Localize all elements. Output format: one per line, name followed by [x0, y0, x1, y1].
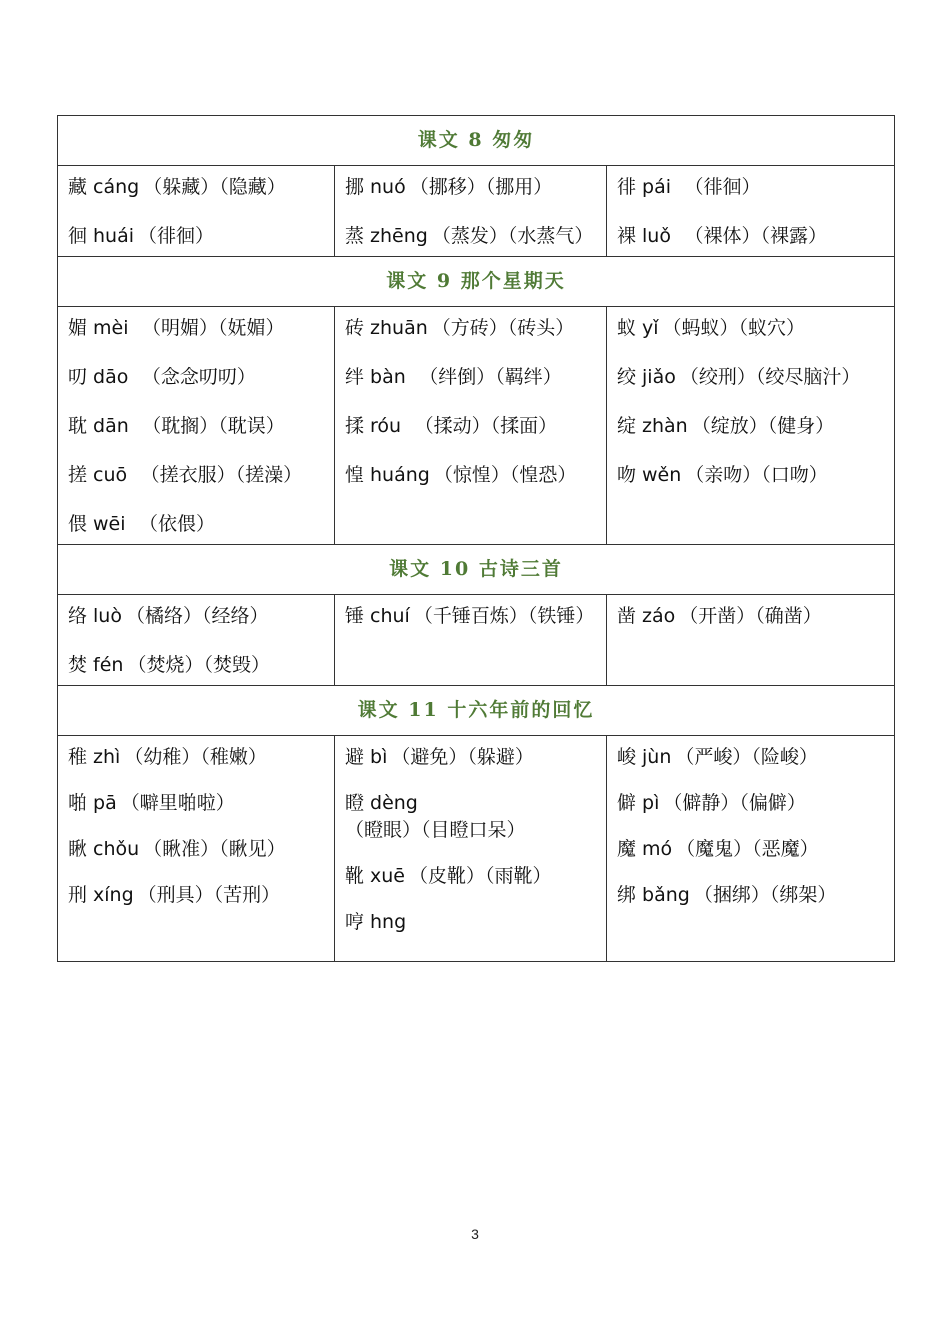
word-list: （焚烧）（焚毁） — [127, 654, 270, 676]
word-list: （明媚）（妩媚） — [132, 317, 285, 339]
pinyin: zhuān — [370, 317, 428, 339]
section-title: 课文 9 那个星期天 — [58, 257, 895, 307]
word-list: （捆绑）（绑架） — [693, 884, 837, 906]
pinyin: dāo — [93, 366, 129, 388]
vocab-entry — [617, 836, 888, 863]
vocab-cell — [335, 307, 607, 545]
pinyin: jiǎo — [642, 366, 676, 388]
character: 绞 — [617, 366, 637, 388]
vocab-entry — [617, 364, 888, 391]
vocab-entry — [617, 223, 888, 250]
vocab-cell — [58, 736, 335, 962]
character: 徊 — [68, 225, 88, 247]
pinyin: yǐ — [642, 317, 659, 339]
word-list: （幼稚）（稚嫩） — [124, 746, 267, 768]
pinyin: huáng — [370, 464, 430, 486]
vocab-entry — [345, 863, 600, 890]
word-list: （依偎） — [129, 513, 216, 535]
character: 揉 — [345, 415, 365, 437]
vocab-entry — [68, 652, 328, 679]
word-list: （瞪眼）（目瞪口呆） — [345, 819, 526, 841]
character: 络 — [68, 605, 88, 627]
vocab-cell — [335, 166, 607, 257]
word-list: （魔鬼）（恶魔） — [676, 838, 819, 860]
character: 藏 — [68, 176, 88, 198]
character: 媚 — [68, 317, 88, 339]
character: 锤 — [345, 605, 365, 627]
page-number: 3 — [471, 1226, 479, 1242]
vocab-entry — [345, 790, 600, 844]
word-list: （躲藏）（隐藏） — [143, 176, 286, 198]
vocabulary-table — [57, 115, 895, 962]
character: 焚 — [68, 654, 88, 676]
section-title: 课文 10 古诗三首 — [58, 545, 895, 595]
character: 偎 — [68, 513, 88, 535]
word-list: （徘徊） — [675, 176, 761, 198]
pinyin: pì — [642, 792, 660, 814]
pinyin: róu — [370, 415, 402, 437]
character: 僻 — [617, 792, 637, 814]
pinyin: zhì — [93, 746, 121, 768]
character: 啪 — [68, 792, 88, 814]
vocab-entry — [68, 603, 328, 630]
word-list: （方砖）（砖头） — [431, 317, 575, 339]
vocab-entry — [68, 744, 328, 771]
pinyin: bàn — [370, 366, 406, 388]
word-list: （绞刑）（绞尽脑汁） — [679, 366, 861, 388]
character: 峻 — [617, 746, 637, 768]
pinyin: hng — [370, 911, 407, 933]
word-list: （念念叨叨） — [132, 366, 256, 388]
character: 砖 — [345, 317, 365, 339]
word-list: （千锤百炼）（铁锤） — [413, 605, 595, 627]
pinyin: luò — [93, 605, 122, 627]
vocab-entry — [617, 462, 888, 489]
character: 稚 — [68, 746, 88, 768]
pinyin: nuó — [370, 176, 406, 198]
word-list: （搓衣服）（搓澡） — [131, 464, 303, 486]
pinyin: xuē — [370, 865, 405, 887]
word-list: （蚂蚁）（蚁穴） — [662, 317, 806, 339]
word-list: （僻静）（偏僻） — [663, 792, 806, 814]
vocab-cell — [607, 595, 895, 686]
vocab-cell — [607, 166, 895, 257]
vocab-entry — [68, 223, 328, 250]
vocab-entry — [617, 174, 888, 201]
pinyin: zhàn — [642, 415, 688, 437]
section-header-row — [58, 116, 895, 166]
character: 哼 — [345, 911, 365, 933]
word-list: （刑具）（苦刑） — [137, 884, 281, 906]
vocab-entry — [68, 315, 328, 342]
vocab-entry — [345, 315, 600, 342]
word-list: （亲吻）（口吻） — [685, 464, 828, 486]
word-list: （揉动）（揉面） — [405, 415, 558, 437]
word-list: （惊惶）（惶恐） — [433, 464, 577, 486]
character: 叨 — [68, 366, 88, 388]
character: 徘 — [617, 176, 637, 198]
pinyin: záo — [642, 605, 676, 627]
vocab-entry — [617, 315, 888, 342]
character: 绑 — [617, 884, 637, 906]
character: 裸 — [617, 225, 637, 247]
word-list: （皮靴）（雨靴） — [409, 865, 552, 887]
vocab-entry — [68, 790, 328, 817]
vocab-entry — [345, 462, 600, 489]
vocab-cell — [607, 307, 895, 545]
pinyin: xíng — [93, 884, 134, 906]
word-list: （耽搁）（耽误） — [132, 415, 285, 437]
vocab-entry — [68, 882, 328, 909]
vocab-cell — [335, 736, 607, 962]
pinyin: chǒu — [93, 838, 140, 860]
vocab-entry — [68, 462, 328, 489]
character: 瞪 — [345, 792, 365, 814]
vocab-entry — [345, 744, 600, 771]
section-title: 课文 11 十六年前的回忆 — [58, 686, 895, 736]
vocab-entry — [68, 511, 328, 538]
section-header-row — [58, 257, 895, 307]
word-list: （绊倒）（羁绊） — [409, 366, 562, 388]
section-body-row — [58, 736, 895, 962]
character: 蒸 — [345, 225, 365, 247]
vocab-cell — [58, 307, 335, 545]
pinyin: huái — [93, 225, 135, 247]
section-header-row — [58, 686, 895, 736]
pinyin: luǒ — [642, 225, 671, 247]
character: 蚁 — [617, 317, 637, 339]
section-title: 课文 8 匆匆 — [58, 116, 895, 166]
pinyin: pái — [642, 176, 671, 198]
vocab-entry — [345, 603, 600, 630]
pinyin: bì — [370, 746, 388, 768]
word-list: （徘徊） — [138, 225, 215, 247]
vocab-cell — [58, 166, 335, 257]
vocab-entry — [68, 174, 328, 201]
vocab-entry — [345, 413, 600, 440]
word-list: （挪移）（挪用） — [409, 176, 553, 198]
pinyin: chuí — [370, 605, 410, 627]
pinyin: cuō — [93, 464, 128, 486]
vocab-entry — [617, 603, 888, 630]
pinyin: dèng — [370, 792, 418, 814]
word-list: （避免）（躲避） — [391, 746, 534, 768]
pinyin: pā — [93, 792, 117, 814]
character: 靴 — [345, 865, 365, 887]
vocab-cell — [607, 736, 895, 962]
vocab-cell — [335, 595, 607, 686]
vocab-entry — [617, 744, 888, 771]
character: 挪 — [345, 176, 365, 198]
pinyin: dān — [93, 415, 129, 437]
vocab-entry — [617, 413, 888, 440]
section-body-row — [58, 307, 895, 545]
character: 瞅 — [68, 838, 88, 860]
vocab-entry — [617, 882, 888, 909]
word-list: （绽放）（健身） — [691, 415, 835, 437]
character: 魔 — [617, 838, 637, 860]
word-list: （严峻）（险峻） — [675, 746, 818, 768]
pinyin: mèi — [93, 317, 129, 339]
section-header-row — [58, 545, 895, 595]
character: 避 — [345, 746, 365, 768]
pinyin: wēi — [93, 513, 126, 535]
character: 绽 — [617, 415, 637, 437]
character: 绊 — [345, 366, 365, 388]
vocab-entry — [345, 174, 600, 201]
vocab-entry — [68, 364, 328, 391]
word-list: （开凿）（确凿） — [679, 605, 822, 627]
section-body-row — [58, 595, 895, 686]
pinyin: wěn — [642, 464, 682, 486]
vocab-entry — [345, 364, 600, 391]
word-list: （瞅准）（瞅见） — [143, 838, 286, 860]
character: 耽 — [68, 415, 88, 437]
word-list: （蒸发）（水蒸气） — [431, 225, 594, 247]
pinyin: mó — [642, 838, 673, 860]
pinyin: fén — [93, 654, 124, 676]
vocab-entry — [617, 790, 888, 817]
character: 刑 — [68, 884, 88, 906]
vocab-entry — [345, 909, 600, 936]
character: 凿 — [617, 605, 637, 627]
pinyin: jùn — [642, 746, 672, 768]
vocab-entry — [68, 413, 328, 440]
vocab-entry — [68, 836, 328, 863]
character: 惶 — [345, 464, 365, 486]
vocab-cell — [58, 595, 335, 686]
word-list: （橘络）（经络） — [125, 605, 269, 627]
section-body-row — [58, 166, 895, 257]
pinyin: zhēng — [370, 225, 428, 247]
word-list: （噼里啪啦） — [120, 792, 235, 814]
pinyin: bǎng — [642, 884, 690, 906]
word-list: （裸体）（裸露） — [674, 225, 827, 247]
character: 搓 — [68, 464, 88, 486]
pinyin: cáng — [93, 176, 140, 198]
character: 吻 — [617, 464, 637, 486]
vocab-entry — [345, 223, 600, 250]
